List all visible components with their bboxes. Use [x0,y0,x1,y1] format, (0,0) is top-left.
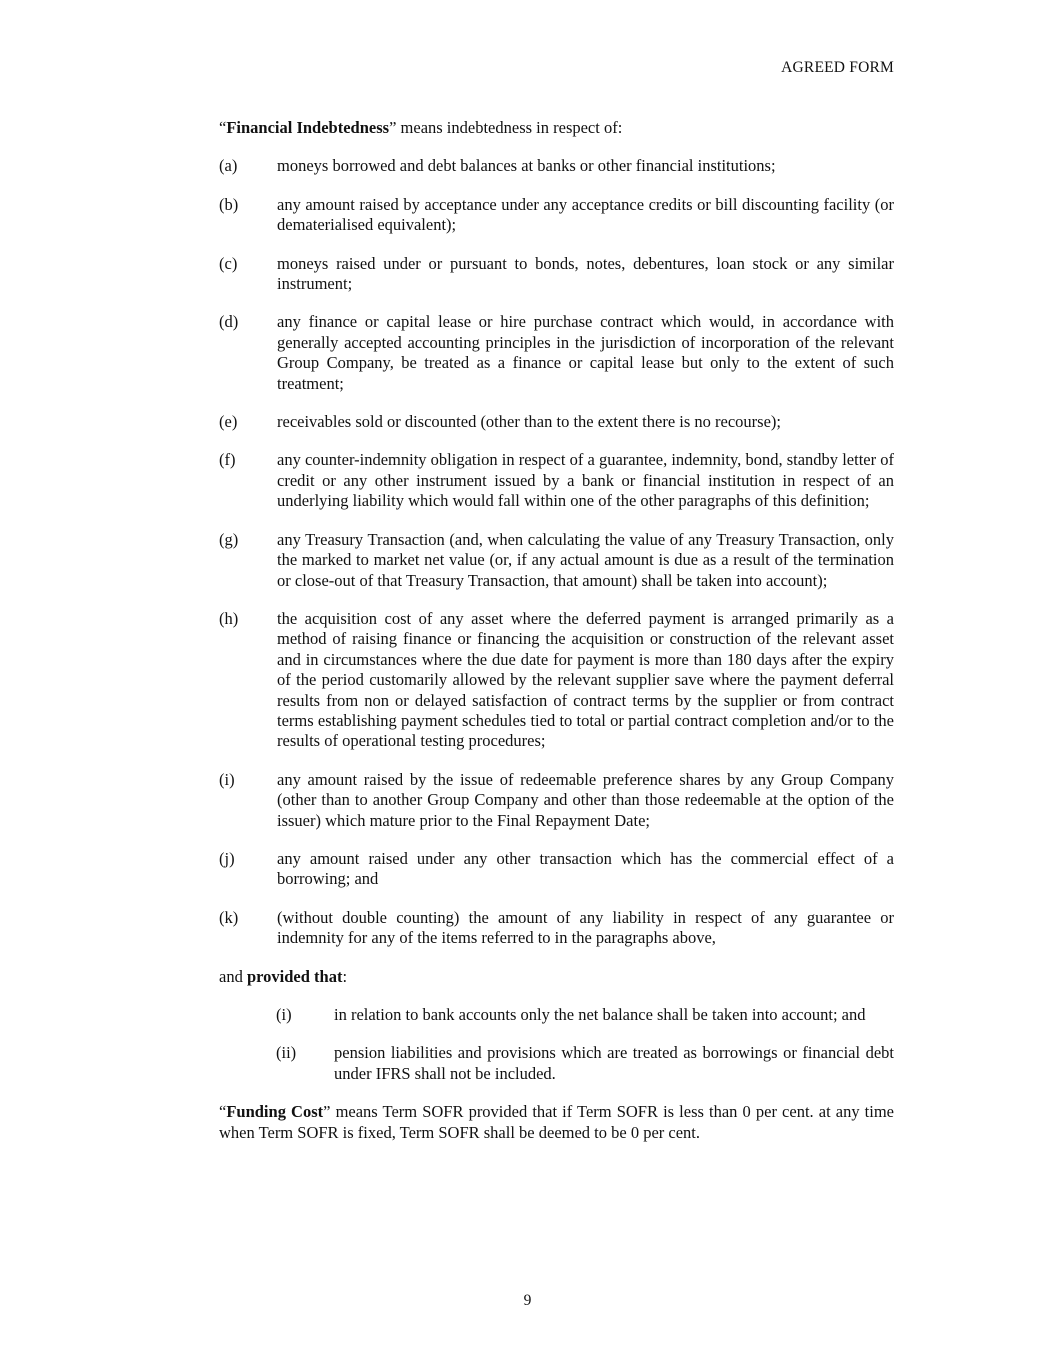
definition-item [219,156,894,176]
definition-item [219,412,894,432]
financial-indebtedness-definition [219,118,894,138]
definition-item-text: any amount raised by the issue of redeemable preference shares by any Group Company (other than to another Group Company and other than those redeemable at the option of the issuer) which mature prior to the Final Repayment Date; [277,769,894,830]
definition-item [219,908,894,949]
definition-item-label: (h) [219,608,239,628]
provided-that-clause [219,967,894,987]
funding-cost-definition [219,1102,894,1143]
definition-item-label: (f) [219,450,236,470]
provided-that-item-label: (ii) [276,1043,297,1063]
definition-item [219,849,894,890]
defined-term: Financial Indebtedness [226,118,390,137]
provided-that-item-label: (i) [276,1005,292,1024]
definition-item-label: (g) [219,529,239,549]
open-quote: “ [219,118,227,137]
close-quote: ” [389,118,397,137]
definition-item-label: (k) [219,907,239,927]
definition-item [219,195,894,236]
provided-that-items-list [219,1005,894,1084]
definition-item-label: (e) [219,412,238,432]
defined-term: Funding Cost [226,1102,324,1122]
provided-suffix: : [342,966,348,986]
definition-item [219,530,894,591]
provided-that-item-text: pension liabilities and provisions which are treated as borrowings or financial debt under IFRS shall not be included. [334,1043,894,1083]
definition-item-label: (i) [219,769,235,789]
definition-item-label: (d) [219,312,239,332]
document-header: AGREED FORM [781,59,894,76]
definition-item-label: (b) [219,194,239,214]
close-quote: ” [323,1102,331,1122]
definition-item-text: any amount raised by acceptance under any acceptance credits or bill discounting facility (or dematerialised equivalent); [277,194,894,235]
definition-item-text: receivables sold or discounted (other than to the extent there is no recourse); [277,412,781,432]
provided-prefix: and [219,966,247,986]
provided-that-item [276,1005,894,1025]
definition-intro: means indebtedness in respect of: [396,118,623,137]
document-body [219,118,894,1161]
definition-item-text: any finance or capital lease or hire purchase contract which would, in accordance with generally accepted accounting principles in the jurisdiction of incorporation of the relevant Group Company, be treated as a finance or capital lease but only to the extent of such treatment; [277,312,894,393]
definition-item-text: the acquisition cost of any asset where the deferred payment is arranged primarily as a method of raising finance or financing the acquisition or construction of the relevant asset and in circumstances where the due date for payment is more than 180 days after the expiry of the period customarily allowed by the relevant supplier save where the payment deferral results from non or delayed satisfaction of contract terms by the supplier or from contract terms establishing payment schedules tied to total or partial contract completion and/or to the results of operational testing procedures; [277,608,894,751]
definition-item [219,254,894,295]
definition-item-text: any amount raised under any other transaction which has the commercial effect of a borrowing; and [277,848,894,889]
provided-bold: provided that [246,966,343,986]
provided-that-item [276,1043,894,1084]
definition-item-text: moneys raised under or pursuant to bonds, notes, debentures, loan stock or any similar instrument; [277,253,894,294]
definition-item [219,312,894,394]
definition-item-label: (a) [219,156,238,176]
definition-item [219,609,894,752]
definition-item-label: (c) [219,253,238,273]
page-number: 9 [523,1292,532,1309]
open-quote: “ [219,1102,227,1122]
definition-text: means Term SOFR provided that if Term SOFR is less than 0 per cent. at any time when Term SOFR is fixed, Term SOFR shall be deemed to be 0 per cent. [219,1102,895,1142]
definition-items-list [219,156,894,948]
provided-that-item-text: in relation to bank accounts only the net balance shall be taken into account; and [334,1005,866,1024]
definition-item-label: (j) [219,848,235,868]
definition-item [219,770,894,831]
definition-item-text: any Treasury Transaction (and, when calculating the value of any Treasury Transaction, only the marked to market net value (or, if any actual amount is due as a result of the termination or close-out of that Treasury Transaction, that amount) shall be taken into account); [277,529,894,590]
definition-item [219,450,894,511]
definition-item-text: (without double counting) the amount of any liability in respect of any guarantee or indemnity for any of the items referred to in the paragraphs above, [277,907,894,948]
definition-item-text: any counter-indemnity obligation in respect of a guarantee, indemnity, bond, standby letter of credit or any other instrument issued by a bank or financial institution in respect of an underlying liability which would fall within one of the other paragraphs of this definition; [277,450,894,511]
definition-item-text: moneys borrowed and debt balances at banks or other financial institutions; [277,156,776,176]
